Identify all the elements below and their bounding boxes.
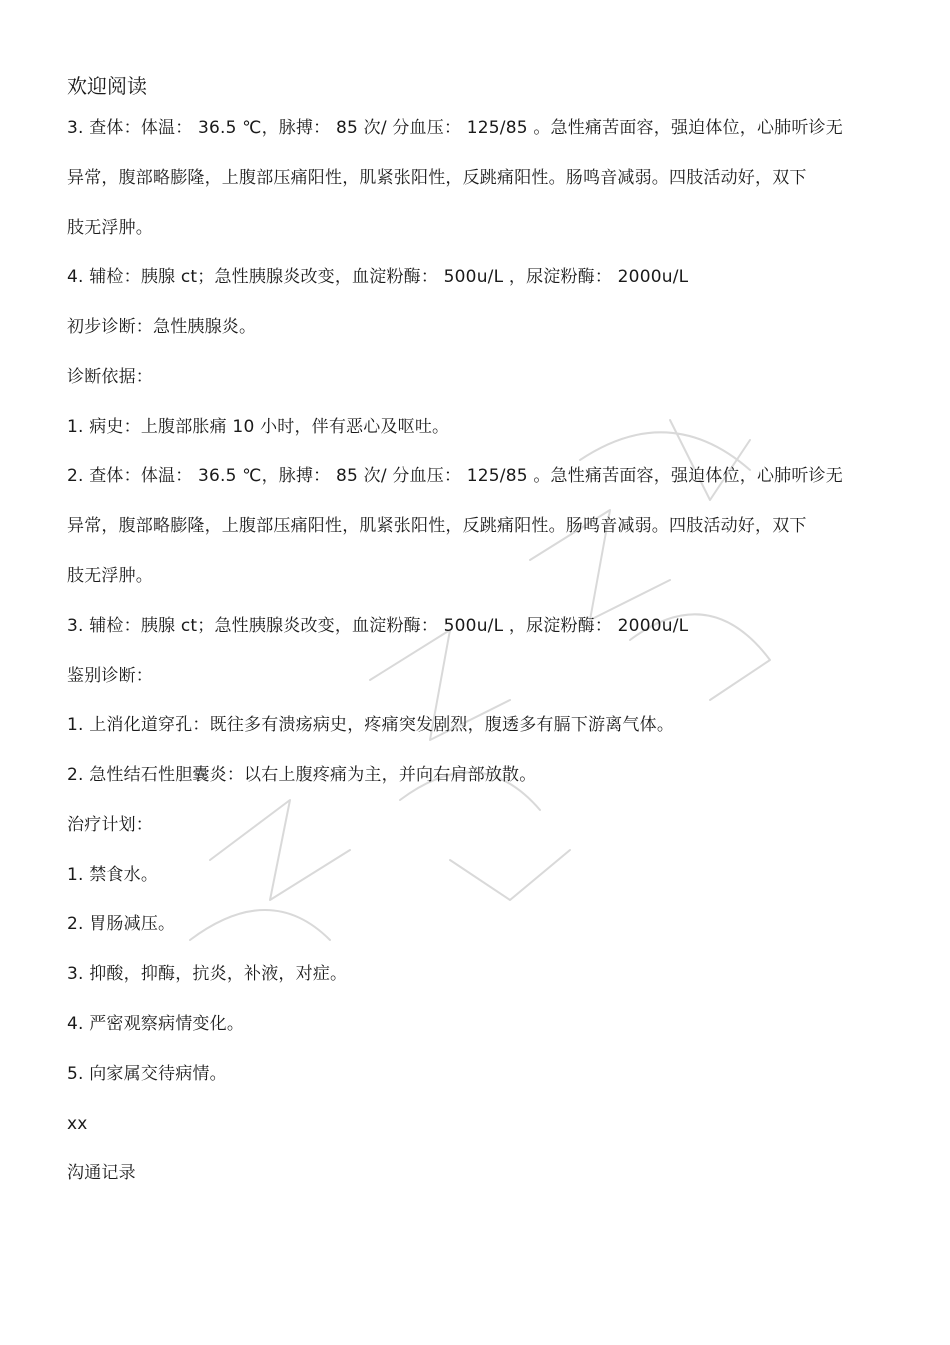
aux-exam-line: 4. 辅检：胰腺 ct；急性胰腺炎改变，血淀粉酶： 500u/L ，尿淀粉酶： 2000u/L [67, 267, 689, 287]
basis-exam-line-3: 肢无浮肿。 [67, 566, 153, 586]
differential-item-2: 2. 急性结石性胆囊炎：以右上腹疼痛为主，并向右肩部放散。 [67, 765, 537, 785]
treatment-item-4: 4. 严密观察病情变化。 [67, 1014, 245, 1034]
differential-item-1: 1. 上消化道穿孔：既往多有溃疡病史，疼痛突发剧烈，腹透多有膈下游离气体。 [67, 715, 675, 735]
basis-exam-line-1: 2. 查体：体温： 36.5 ℃，脉搏： 85 次/ 分血压： 125/85 。急性痛苦面容，强迫体位，心肺听诊无 [67, 466, 843, 486]
exam-line-3: 肢无浮肿。 [67, 218, 153, 238]
initial-diagnosis: 初步诊断：急性胰腺炎。 [67, 317, 257, 337]
signature-placeholder: xx [67, 1114, 88, 1134]
treatment-item-2: 2. 胃肠减压。 [67, 914, 176, 934]
basis-history: 1. 病史：上腹部胀痛 10 小时，伴有恶心及呕吐。 [67, 417, 450, 437]
treatment-item-1: 1. 禁食水。 [67, 865, 159, 885]
exam-line-2: 异常，腹部略膨隆，上腹部压痛阳性，肌紧张阳性，反跳痛阳性。肠鸣音减弱。四肢活动好，双下 [67, 168, 807, 188]
treatment-item-5: 5. 向家属交待病情。 [67, 1064, 227, 1084]
communication-record-heading: 沟通记录 [67, 1163, 136, 1183]
exam-line-1: 3. 查体：体温： 36.5 ℃，脉搏： 85 次/ 分血压： 125/85 。急性痛苦面容，强迫体位，心肺听诊无 [67, 118, 843, 138]
basis-aux-exam: 3. 辅检：胰腺 ct；急性胰腺炎改变，血淀粉酶： 500u/L ，尿淀粉酶： 2000u/L [67, 616, 689, 636]
treatment-item-3: 3. 抑酸，抑酶，抗炎，补液，对症。 [67, 964, 348, 984]
diagnosis-basis-heading: 诊断依据： [67, 367, 153, 387]
page-header: 欢迎阅读 [67, 74, 147, 98]
differential-heading: 鉴别诊断： [67, 666, 153, 686]
treatment-heading: 治疗计划： [67, 815, 153, 835]
basis-exam-line-2: 异常，腹部略膨隆，上腹部压痛阳性，肌紧张阳性，反跳痛阳性。肠鸣音减弱。四肢活动好，双下 [67, 516, 807, 536]
